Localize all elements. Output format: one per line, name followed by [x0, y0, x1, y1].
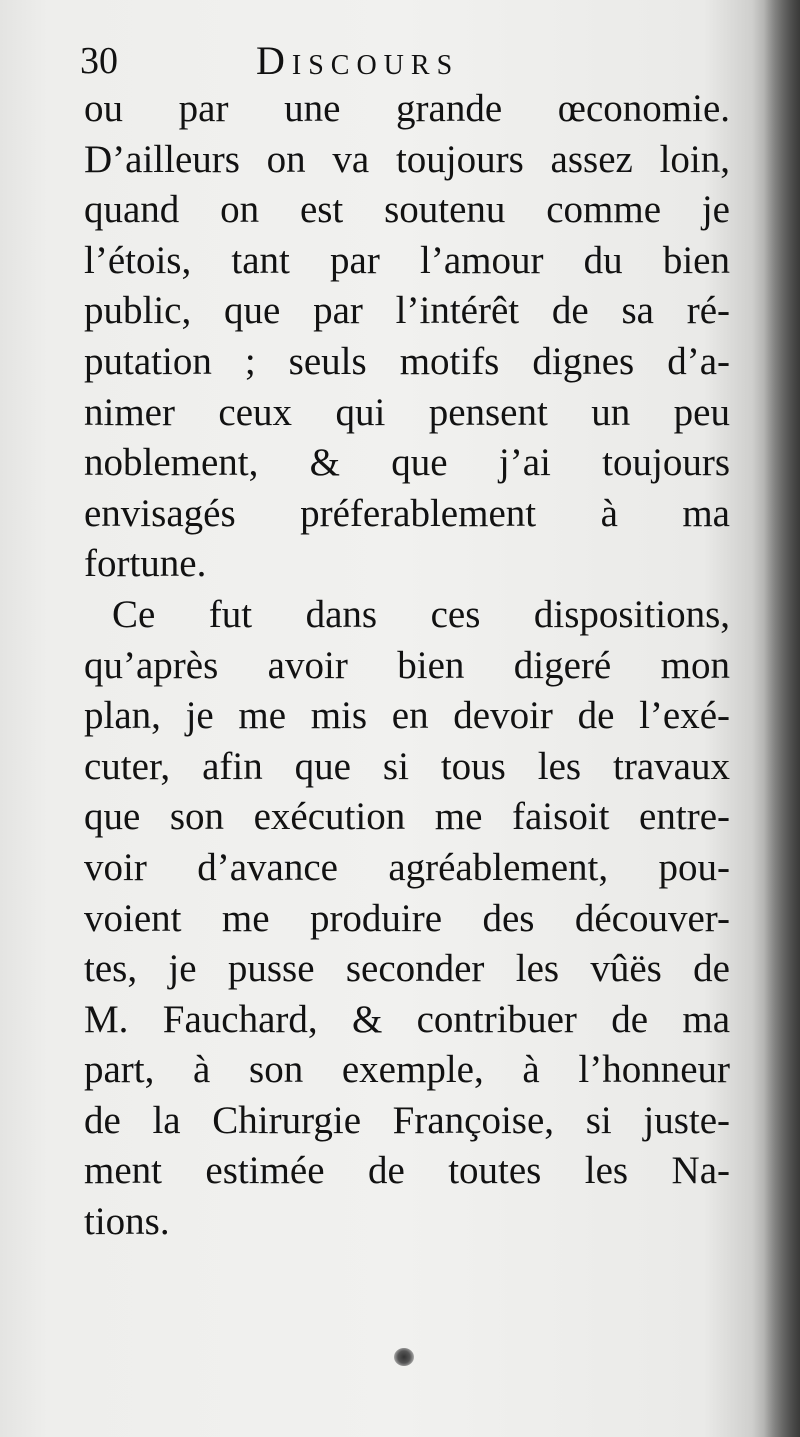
text-line: voient me produire des découver-	[84, 896, 730, 940]
text-line: part, à son exemple, à l’honneur	[84, 1048, 730, 1092]
text-line: tions.	[84, 1200, 170, 1244]
text-line: Ce fut dans ces dispositions,	[112, 592, 730, 636]
text-line: nimer ceux qui pensent un peu	[84, 390, 730, 434]
text-line: plan, je me mis en devoir de l’exé-	[84, 694, 730, 738]
ink-spot	[394, 1348, 414, 1366]
text-line: noblement, & que j’ai toujours	[84, 441, 730, 485]
page-gutter-shadow	[764, 0, 800, 1437]
text-line: que son exécution me faisoit entre-	[84, 795, 730, 839]
text-line: ou par une grande œconomie.	[84, 87, 730, 130]
text-line: envisagés préferablement à ma	[84, 491, 730, 535]
text-line: voir d’avance agréablement, pou-	[84, 845, 730, 889]
text-line: putation ; seuls motifs dignes d’a-	[84, 339, 730, 383]
text-line: M. Fauchard, & contribuer de ma	[84, 997, 730, 1041]
text-line: qu’après avoir bien digeré mon	[84, 643, 730, 687]
text-line: tes, je pusse seconder les vûës de	[84, 947, 730, 991]
text-line: public, que par l’intérêt de sa ré-	[84, 289, 730, 333]
body-text	[84, 84, 730, 1248]
text-line: quand on est soutenu comme je	[84, 188, 730, 232]
text-line: fortune.	[84, 542, 207, 586]
text-line: cuter, afin que si tous les travaux	[84, 744, 730, 788]
text-line: D’ailleurs on va toujours assez loin,	[84, 137, 730, 181]
text-line: de la Chirurgie Françoise, si juste-	[84, 1098, 730, 1142]
text-line: l’étois, tant par l’amour du bien	[84, 238, 730, 282]
page-number: 30	[80, 40, 118, 82]
text-line: ment estimée de toutes les Na-	[84, 1149, 730, 1193]
running-head: Discours	[256, 38, 460, 83]
page-header	[80, 36, 540, 86]
